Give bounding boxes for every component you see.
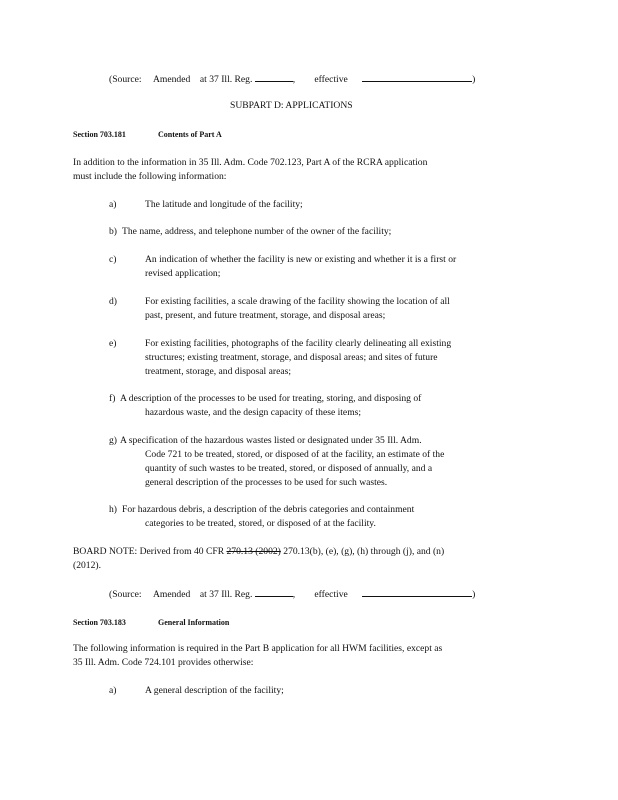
- item-f-text-1: A description of the processes to be used for treating, storing, and disposing of: [120, 393, 422, 404]
- source-note-1: [109, 72, 475, 87]
- source-effective: effective: [314, 589, 348, 600]
- board-note-start: BOARD NOTE: Derived from 40 CFR: [73, 546, 225, 557]
- item-h-marker: h): [109, 504, 117, 515]
- item-e-text-2: structures; existing treatment, storage, and disposal areas; and sites of future: [145, 352, 438, 363]
- source-close: ): [472, 74, 476, 85]
- item-e-marker: e): [109, 338, 117, 349]
- source-prefix: (Source:: [109, 74, 142, 85]
- section-number-181: Section 703.181: [73, 130, 126, 139]
- item-h-text-2: categories to be treated, stored, or disposed of at the facility.: [145, 518, 376, 529]
- item-g-text-1: A specification of the hazardous wastes listed or designated under 35 Ill. Adm.: [120, 435, 422, 446]
- item-d-marker: d): [109, 296, 117, 307]
- source-close: ): [472, 589, 476, 600]
- item-g-marker: g): [109, 435, 117, 446]
- board-note: [73, 545, 444, 559]
- item-a-marker: a): [109, 199, 117, 210]
- board-note-rest: 270.13(b), (e), (g), (h) through (j), and (n): [283, 546, 445, 557]
- effective-blank: [362, 72, 472, 82]
- general-item-a-text: A general description of the facility;: [145, 685, 284, 696]
- source-reg: at 37 Ill. Reg.: [199, 589, 253, 600]
- item-a-text: The latitude and longitude of the facility;: [145, 199, 303, 210]
- section-title-183: General Information: [158, 618, 230, 627]
- item-c-text-2: revised application;: [145, 268, 221, 279]
- general-item-a-marker: a): [109, 685, 117, 696]
- item-c-text-1: An indication of whether the facility is new or existing and whether it is a first or: [145, 254, 457, 265]
- section-title-181: Contents of Part A: [158, 130, 222, 139]
- section-number-183: Section 703.183: [73, 618, 126, 627]
- reg-blank: [255, 72, 293, 82]
- item-g-text-2: Code 721 to be treated, stored, or disposed of at the facility, an estimate of the: [145, 449, 445, 460]
- reg-blank: [255, 587, 293, 597]
- item-e-text-1: For existing facilities, photographs of the facility clearly delineating all existing: [145, 338, 452, 349]
- effective-blank: [362, 587, 472, 597]
- item-g-text-4: general description of the processes to be used for such wastes.: [145, 477, 388, 488]
- source-amended: Amended: [152, 589, 191, 600]
- item-b-marker: b): [109, 226, 117, 237]
- board-note-line-2: (2012).: [73, 560, 101, 571]
- intro-line-2: must include the following information:: [73, 171, 227, 182]
- source-note-2: [109, 587, 475, 602]
- item-d-text-1: For existing facilities, a scale drawing of the facility showing the location of all: [145, 296, 450, 307]
- intro-line-1: In addition to the information in 35 Ill. Adm. Code 702.123, Part A of the RCRA application: [73, 157, 428, 168]
- item-f-text-2: hazardous waste, and the design capacity of these items;: [145, 407, 362, 418]
- source-effective: effective: [314, 74, 348, 85]
- general-line-1: The following information is required in the Part B application for all HWM facilities, except as: [73, 643, 443, 654]
- item-e-text-3: treatment, storage, and disposal areas;: [145, 366, 291, 377]
- subpart-title: SUBPART D: APPLICATIONS: [230, 100, 353, 111]
- source-reg: at 37 Ill. Reg.: [199, 74, 253, 85]
- item-f-marker: f): [109, 393, 116, 404]
- source-comma: ,: [292, 589, 296, 600]
- board-note-struck: 270.13 (2002): [226, 546, 281, 557]
- item-c-marker: c): [109, 254, 117, 265]
- general-line-2: 35 Ill. Adm. Code 724.101 provides otherwise:: [73, 657, 254, 668]
- item-h-text-1: For hazardous debris, a description of the debris categories and containment: [122, 504, 415, 515]
- source-prefix: (Source:: [109, 589, 142, 600]
- item-d-text-2: past, present, and future treatment, storage, and disposal areas;: [145, 310, 386, 321]
- item-g-text-3: quantity of such wastes to be treated, stored, or disposed of annually, and a: [145, 463, 433, 474]
- item-b-text: The name, address, and telephone number of the owner of the facility;: [122, 226, 392, 237]
- source-amended: Amended: [152, 74, 191, 85]
- source-comma: ,: [292, 74, 296, 85]
